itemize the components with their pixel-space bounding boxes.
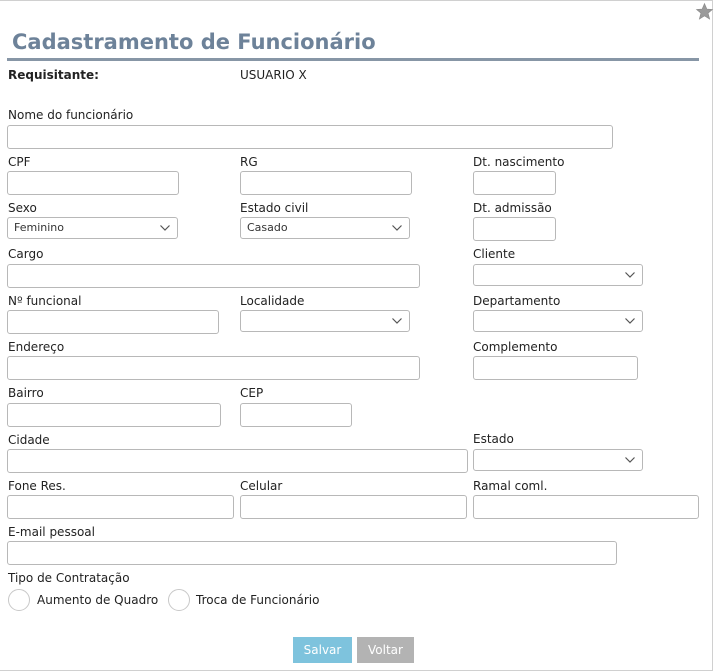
- cep-label: CEP: [240, 386, 264, 400]
- estado-civil-label: Estado civil: [240, 201, 309, 215]
- dt-nascimento-label: Dt. nascimento: [473, 155, 565, 169]
- star-icon[interactable]: [695, 2, 714, 21]
- cliente-select[interactable]: [473, 264, 643, 286]
- estado-civil-select[interactable]: [240, 217, 410, 239]
- save-button[interactable]: Salvar: [293, 637, 352, 663]
- requester-value: USUARIO X: [240, 68, 307, 82]
- nome-input[interactable]: [7, 125, 613, 149]
- page-title: Cadastramento de Funcionário: [12, 30, 376, 54]
- n-funcional-label: Nº funcional: [8, 294, 82, 308]
- chevron-down-icon: [625, 318, 635, 324]
- cidade-label: Cidade: [8, 433, 50, 447]
- email-input[interactable]: [7, 541, 617, 565]
- radio-troca-de-funcionario-label[interactable]: Troca de Funcionário: [196, 593, 320, 607]
- estado-label: Estado: [473, 432, 514, 446]
- bairro-input[interactable]: [7, 403, 221, 427]
- cidade-input[interactable]: [7, 449, 468, 473]
- chevron-down-icon: [625, 457, 635, 463]
- radio-aumento-de-quadro-label[interactable]: Aumento de Quadro: [37, 593, 159, 607]
- cliente-label: Cliente: [473, 247, 516, 261]
- n-funcional-input[interactable]: [7, 310, 219, 334]
- chevron-down-icon: [392, 225, 402, 231]
- localidade-select[interactable]: [240, 310, 410, 332]
- ramal-label: Ramal coml.: [473, 479, 548, 493]
- bairro-label: Bairro: [8, 386, 44, 400]
- cpf-input[interactable]: [7, 171, 179, 195]
- back-button[interactable]: Voltar: [357, 637, 414, 663]
- sexo-select[interactable]: [7, 217, 178, 239]
- estado-select[interactable]: [473, 449, 643, 471]
- celular-label: Celular: [240, 479, 283, 493]
- chevron-down-icon: [625, 272, 635, 278]
- title-divider: [7, 58, 699, 61]
- complemento-label: Complemento: [473, 340, 558, 354]
- estado-civil-select-value: Casado: [247, 221, 288, 234]
- rg-label: RG: [240, 155, 258, 169]
- rg-input[interactable]: [240, 171, 412, 195]
- cpf-label: CPF: [8, 155, 31, 169]
- radio-aumento-de-quadro[interactable]: [8, 589, 30, 611]
- ramal-input[interactable]: [473, 495, 699, 519]
- dt-nascimento-input[interactable]: [473, 171, 556, 195]
- sexo-select-value: Feminino: [14, 221, 64, 234]
- chevron-down-icon: [392, 318, 402, 324]
- radio-troca-de-funcionario[interactable]: [168, 589, 190, 611]
- fone-res-label: Fone Res.: [8, 479, 66, 493]
- cep-input[interactable]: [240, 403, 352, 427]
- email-label: E-mail pessoal: [8, 525, 95, 539]
- celular-input[interactable]: [240, 495, 467, 519]
- departamento-select[interactable]: [473, 310, 643, 332]
- dt-admissao-input[interactable]: [473, 217, 556, 241]
- endereco-label: Endereço: [8, 340, 65, 354]
- departamento-label: Departamento: [473, 294, 561, 308]
- requester-label: Requisitante:: [8, 68, 99, 82]
- sexo-label: Sexo: [8, 201, 37, 215]
- cargo-input[interactable]: [7, 264, 420, 288]
- complemento-input[interactable]: [473, 356, 638, 380]
- fone-res-input[interactable]: [7, 495, 234, 519]
- contratacao-label: Tipo de Contratação: [8, 571, 130, 585]
- cargo-label: Cargo: [8, 247, 44, 261]
- dt-admissao-label: Dt. admissão: [473, 201, 552, 215]
- localidade-label: Localidade: [240, 294, 305, 308]
- chevron-down-icon: [160, 225, 170, 231]
- nome-label: Nome do funcionário: [8, 108, 134, 122]
- endereco-input[interactable]: [7, 356, 420, 380]
